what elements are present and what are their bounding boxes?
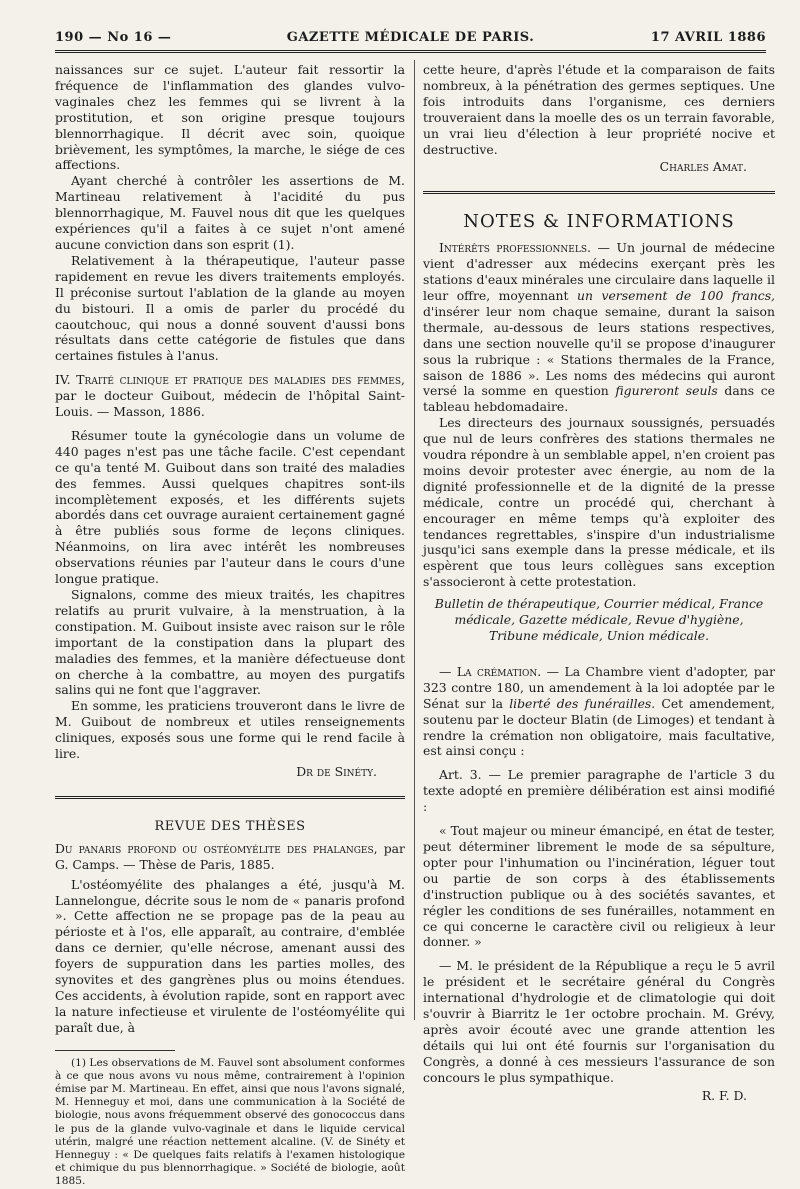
paragraph: En somme, les praticiens trouveront dans le livre de M. Guibout de nombreux et utiles renseignements cliniques, exposés sous une forme qui le rend facile à lire. [55, 698, 405, 762]
review-number: IV. [55, 372, 71, 388]
book-review-heading [55, 372, 405, 420]
book-title: Traité clinique et pratique des maladies des femmes, [76, 372, 405, 388]
page-number: 190 — No 16 — [55, 30, 172, 45]
section-rule [423, 191, 775, 194]
paragraph: Signalons, comme des mieux traités, les chapitres relatifs au prurit vulvaire, à la menstruation, à la constipation. M. Guibout insiste avec raison sur le rôle important de la constipation dans la plupart des maladies des femmes, et la manière défectueuse dont on cherche à la combattre, au moyen des purgatifs salins qui ne font que l'aggraver. [55, 587, 405, 698]
journal-title: GAZETTE MÉDICALE DE PARIS. [286, 30, 535, 45]
paragraph: naissances sur ce sujet. L'auteur fait ressortir la fréquence de l'inflammation des glandes vulvo-vaginales chez les femmes qui se livrent à la prostitution, et son origine presque toujours blennorrhagique. Il décrit avec soin, quoique brièvement, les symptômes, la marche, le siége de ces affections. [55, 62, 405, 173]
book-details: par le docteur Guibout, médecin de l'hôpital Saint-Louis. — Masson, 1886. [55, 388, 405, 420]
paragraph: Les directeurs des journaux soussignés, persuadés que nul de leurs confrères des stations thermales ne voudra répondre à un semblable appel, n'en croient pas moins devoir protester avec énergie, au nom de la dignité professionnelle et de la dignité de la presse médicale, contre un procédé qui, cherchant à encourager en même temps qu'à exploiter des tendances regrettables, s'inspire d'un industrialisme jusqu'ici sans exemple dans la presse médicale, et ils espèrent que tous leurs collègues sans exception s'associeront à cette protestation. [423, 415, 775, 590]
section-title: NOTES & INFORMATIONS [463, 211, 735, 233]
signature: Charles Amat. [659, 159, 747, 175]
paragraph: cette heure, d'après l'étude et la comparaison de faits nombreux, à la pénétration des germes septiques. Une fois introduits dans l'organisme, ces derniers trouveraient dans la moelle des os un terrain favorable, un vrai lieu d'élection à leur propriété nocive et destructive. [423, 62, 775, 157]
paragraph: Résumer toute la gynécologie dans un volume de 440 pages n'est pas une tâche facile. C'est cependant ce qu'a tenté M. Guibout dans son traité des maladies des femmes. Aussi quelques chapitres sont-ils incomplètement exposés, et les différents sujets abordés dans cet ouvrage auraient certainement gagné à être publiés sous forme de leçons cliniques. Néanmoins, on lira avec intérêt les nombreuses observations réunies par l'auteur dans le cours d'une longue pratique. [55, 427, 405, 587]
thesis-title: Du panaris profond ou ostéomyélite des phalanges, [55, 840, 378, 856]
right-column [423, 62, 775, 1103]
paragraph: L'ostéomyélite des phalanges a été, jusqu'à M. Lannelongue, décrite sous le nom de « panaris profond ». Cette affection ne se propage pas de la peau au périoste et à l'os, elle apparaît, au contraire, d'emblée dans ce dernier, qu'elle nécrose, amenant aussi des foyers de suppuration dans les parties molles, des synovites et des gangrènes plus ou moins étendues. Ces accidents, à évolution rapide, sont en rapport avec la nature infectieuse et virulente de l'ostéomyélite qui paraît due, à [55, 876, 405, 1035]
thesis-details: par G. Camps. — Thèse de Paris, 1885. [55, 840, 405, 872]
running-head [55, 30, 766, 52]
paragraph: Ayant cherché à contrôler les assertions de M. Martineau relativement à l'acidité du pus blennorrhagique, M. Fauvel nous dit que les quelques expériences qu'il a faites à ce sujet n'ont amené aucune conviction dans son esprit (1). [55, 173, 405, 252]
signature: R. F. D. [701, 1087, 747, 1103]
paragraph: — M. le président de la République a reçu le 5 avril le président et le secrétaire général du Congrès international d'hydrologie et de climatologie qui doit s'ouvrir à Biarritz le 1er octobre prochain. M. Grévy, après avoir écouté avec une grande attention les détails qui lui ont été fournis sur l'organisation du Congrès, a donné à ces messieurs l'assurance de son concours le plus sympathique. [423, 958, 775, 1085]
left-column [55, 62, 405, 1189]
header-rule [55, 50, 766, 53]
paragraph: — La crémation. — La Chambre vient d'adopter, par 323 contre 180, un amendement à la loi adoptée par le Sénat sur la liberté des funérailles. Cet amendement, soutenu par le docteur Blatin (de Limoges) et tendant à rendre la crémation non obligatoire, mais facultative, est ainsi conçu : [423, 663, 776, 759]
rubric-label: — La crémation. [439, 663, 542, 679]
column-divider [414, 60, 415, 1020]
paragraph: « Tout majeur ou mineur émancipé, en état de tester, peut déterminer librement le mode de sa sépulture, opter pour l'inhumation ou l'incinération, léguer tout ou partie de son corps à des établissements d'instruction publique ou à des sociétés savantes, et régler les conditions de ses funérailles, notamment en ce qui concerne le caractère civil ou religieux à leur donner. » [423, 823, 775, 950]
journal-list: Bulletin de thérapeutique, Courrier médical, France médicale, Gazette médicale, Revue d'hygiène, Tribune médicale, Union médicale. [434, 596, 764, 643]
issue-date: 17 AVRIL 1886 [650, 30, 766, 45]
footnote: (1) Les observations de M. Fauvel sont absolument conformes à ce que nous avons vu nous même, contrairement à l'opinion émise par M. Martineau. En effet, ainsi que nous l'avons signalé, M. Henneguy et moi, dans une communication à la Société de biologie, nous avons fréquemment observé des gonococcus dans le pus de la glande vulvo-vaginale et dans le liquide cervical utérin, malgré une réaction nettement alcaline. (V. de Sinéty et Henneguy : « De quelques faits relatifs à l'examen histologique et chimique du pus blennorrhagique. » Société de biologie, août 1885. [55, 1056, 405, 1188]
section-title: REVUE DES THÈSES [154, 818, 306, 834]
rubric-label: Intérêts professionnels. [439, 240, 591, 256]
section-rule [55, 796, 405, 799]
signature: Dr de Sinéty. [296, 763, 377, 779]
paragraph: Relativement à la thérapeutique, l'auteur passe rapidement en revue les divers traitements employés. Il préconise surtout l'ablation de la glande au moyen du bistouri. Il a omis de parler du procédé du caoutchouc, qui nous a donné souvent d'aussi bons résultats dans cette catégorie de fistules que dans certaines fistules à l'anus. [55, 252, 405, 364]
thesis-heading [55, 841, 405, 873]
paragraph: Art. 3. — Le premier paragraphe de l'article 3 du texte adopté en première délibération est ainsi modifié : [423, 767, 775, 815]
paragraph: Intérêts professionnels. — Un journal de médecine vient d'adresser aux médecins exerçant près les stations d'eaux minérales une circulaire dans laquelle il leur offre, moyennant un versement de 100 francs, d'insérer leur nom chaque semaine, durant la saison thermale, au-dessous de leurs stations respectives, dans une section nouvelle qu'il se propose d'inaugurer sous la rubrique : « Stations thermales de la France, saison de 1886 ». Les noms des médecins qui auront versé la somme en question figureront seuls dans ce tableau hebdomadaire. [423, 240, 776, 415]
